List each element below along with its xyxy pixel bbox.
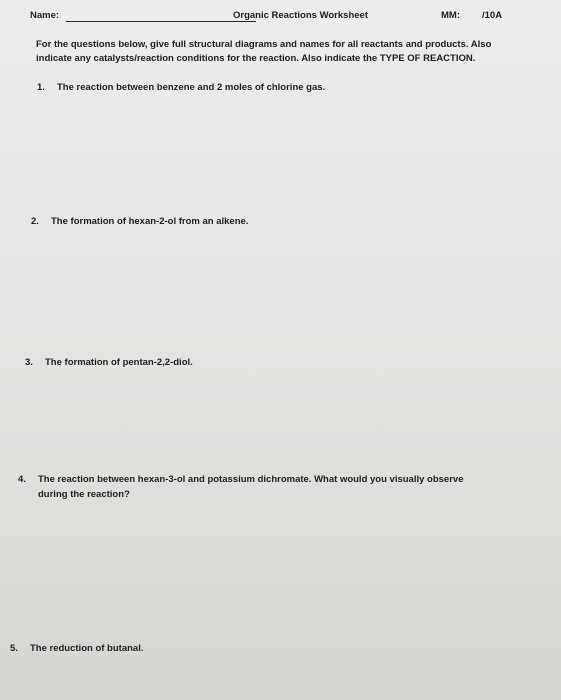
instructions-line-2: indicate any catalysts/reaction conditions for the reaction. Also indicate the TYPE OF REACTION.: [36, 53, 476, 64]
question-text: The reaction between benzene and 2 moles of chlorine gas.: [57, 82, 326, 93]
instructions: [36, 38, 541, 66]
score-total: /10A: [482, 10, 503, 21]
instructions-line-1: For the questions below, give full structural diagrams and names for all reactants and products. Also: [36, 39, 492, 50]
question-number: 2.: [31, 216, 39, 227]
name-label: Name:: [30, 10, 60, 21]
question-text: The formation of pentan-2,2-diol.: [45, 357, 193, 368]
name-blank-line: [66, 21, 256, 22]
question-text: The reduction of butanal.: [30, 643, 144, 654]
question-text: The reaction between hexan-3-ol and potassium dichromate. What would you visually observe: [38, 474, 464, 485]
mm-label: MM:: [441, 10, 460, 21]
question-number: 4.: [18, 474, 26, 485]
question-number: 1.: [37, 82, 45, 93]
question-text-continued: during the reaction?: [38, 489, 130, 500]
question-number: 5.: [10, 643, 18, 654]
question-number: 3.: [25, 357, 33, 368]
worksheet-header: [30, 10, 530, 26]
question-text: The formation of hexan-2-ol from an alkene.: [51, 216, 249, 227]
worksheet-title: Organic Reactions Worksheet: [233, 10, 368, 21]
